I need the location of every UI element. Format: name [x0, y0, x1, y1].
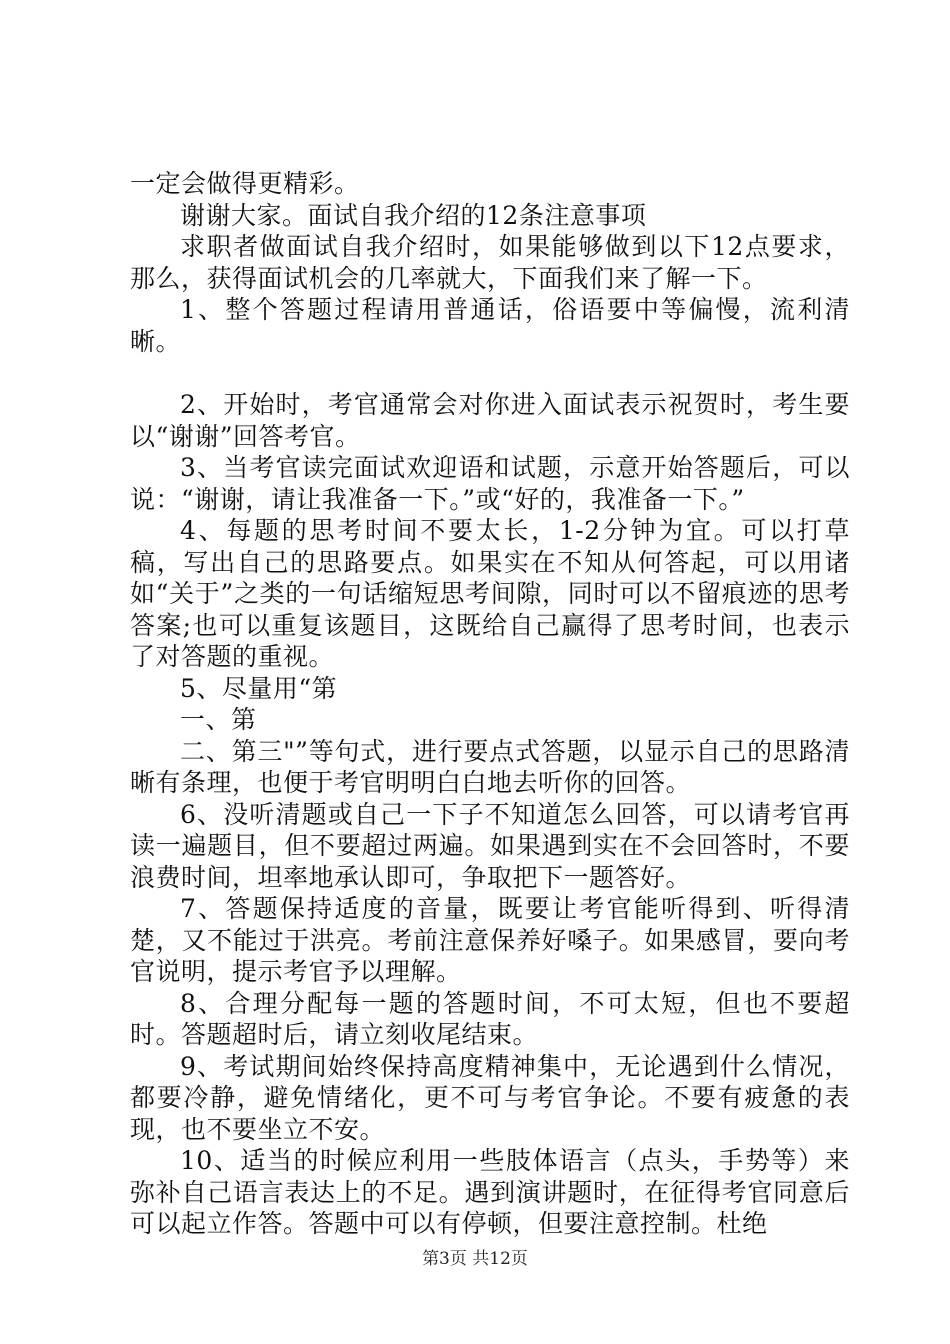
paragraph: 求职者做面试自我介绍时，如果能够做到以下12点要求，那么，获得面试机会的几率就大，下面我们来了解一下。: [130, 232, 850, 293]
paragraph: 一定会做得更精彩。: [130, 169, 360, 198]
blank-line: [130, 357, 850, 389]
paragraph: 2、开始时，考官通常会对你进入面试表示祝贺时，考生要以“谢谢”回答考官。: [130, 390, 850, 451]
paragraph: 1、整个答题过程请用普通话，俗语要中等偏慢，流利清晰。: [130, 295, 850, 356]
document-body: [130, 168, 850, 1240]
paragraph: 二、第三"”等句式，进行要点式答题，以显示自己的思路清晰有条理，也便于考官明明白白地去听你的回答。: [130, 736, 850, 797]
paragraph: 8、合理分配每一题的答题时间，不可太短，但也不要超时。答题超时后，请立刻收尾结束。: [130, 988, 850, 1049]
paragraph: 4、每题的思考时间不要太长，1-2分钟为宜。可以打草稿，写出自己的思路要点。如果实在不知从何答起，可以用诸如“关于”之类的一句话缩短思考间隙，同时可以不留痕迹的思考答案;也可以重复该题目，这既给自己赢得了思考时间，也表示了对答题的重视。: [130, 516, 850, 671]
paragraph: 10、适当的时候应利用一些肢体语言（点头，手势等）来弥补自己语言表达上的不足。遇到演讲题时，在征得考官同意后可以起立作答。答题中可以有停顿，但要注意控制。杜绝: [130, 1146, 850, 1238]
paragraph: 谢谢大家。面试自我介绍的12条注意事项: [180, 200, 647, 230]
paragraph: 6、没听清题或自己一下子不知道怎么回答，可以请考官再读一遍题目，但不要超过两遍。如果遇到实在不会回答时，不要浪费时间，坦率地承认即可，争取把下一题答好。: [130, 799, 850, 892]
paragraph: 7、答题保持适度的音量，既要让考官能听得到、听得清楚，又不能过于洪亮。考前注意保养好嗓子。如果感冒，要向考官说明，提示考官予以理解。: [130, 894, 850, 986]
paragraph: 5、尽量用“第: [180, 673, 338, 703]
paragraph: 3、当考官读完面试欢迎语和试题，示意开始答题后，可以说：“谢谢，请让我准备一下。”或“好的，我准备一下。”: [130, 453, 850, 514]
paragraph: 9、考试期间始终保持高度精神集中，无论遇到什么情况，都要冷静，避免情绪化，更不可与考官争论。不要有疲惫的表现，也不要坐立不安。: [130, 1051, 850, 1144]
page-number-footer: 第3页 共12页: [422, 1249, 528, 1269]
paragraph: 一、第: [180, 705, 257, 734]
